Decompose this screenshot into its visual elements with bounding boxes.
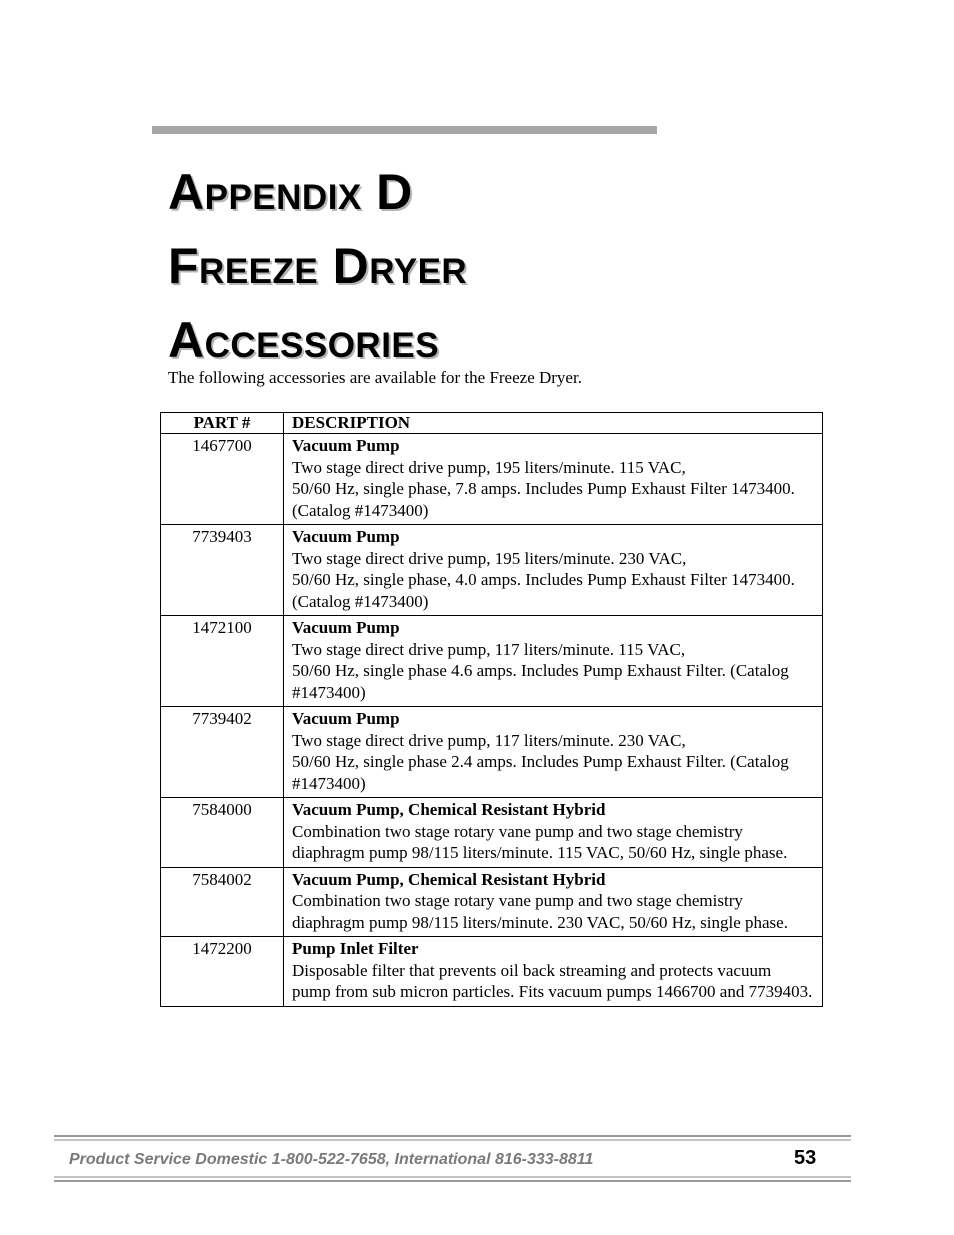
page-number: 53 (794, 1147, 817, 1169)
part-description (284, 525, 823, 616)
part-details: Combination two stage rotary vane pump and two stage chemistry diaphragm pump 98/115 liters/minute. 230 VAC, 50/60 Hz, single phase. (292, 891, 788, 932)
title-smallcaps: RYER (369, 252, 468, 291)
top-rule (152, 126, 657, 134)
part-number: 1472200 (161, 937, 284, 1007)
title-line-freeze-dryer (168, 232, 467, 306)
title-cap: A (168, 164, 205, 220)
part-name: Vacuum Pump (292, 618, 400, 637)
part-name: Pump Inlet Filter (292, 939, 419, 958)
header-part: PART # (161, 413, 284, 434)
title-line-appendix (168, 158, 467, 232)
table-row (161, 798, 823, 868)
table-row (161, 616, 823, 707)
table-row (161, 937, 823, 1007)
part-number: 7584000 (161, 798, 284, 868)
table-row (161, 434, 823, 525)
part-number: 7739403 (161, 525, 284, 616)
title-smallcaps: REEZE (199, 252, 319, 291)
part-name: Vacuum Pump (292, 709, 400, 728)
part-name: Vacuum Pump, Chemical Resistant Hybrid (292, 800, 606, 819)
page-title (168, 158, 467, 380)
part-details: Two stage direct drive pump, 117 liters/minute. 230 VAC, 50/60 Hz, single phase 2.4 amps. Includes Pump Exhaust Filter. (Catalog #1473400) (292, 730, 789, 793)
part-details: Two stage direct drive pump, 195 liters/minute. 115 VAC, 50/60 Hz, single phase, 7.8 amps. Includes Pump Exhaust Filter 1473400. (Catalog #1473400) (292, 457, 795, 520)
footer-rule (54, 1180, 851, 1182)
footer-service-text: Product Service Domestic 1-800-522-7658, International 816-333-8811 (69, 1151, 594, 1168)
part-description (284, 616, 823, 707)
table-header-row (161, 413, 823, 434)
part-details: Two stage direct drive pump, 195 liters/minute. 230 VAC, 50/60 Hz, single phase, 4.0 amps. Includes Pump Exhaust Filter 1473400. (Catalog #1473400) (292, 548, 795, 611)
part-name: Vacuum Pump (292, 436, 400, 455)
part-number: 1472100 (161, 616, 284, 707)
table-row (161, 525, 823, 616)
part-details: Two stage direct drive pump, 117 liters/minute. 115 VAC, 50/60 Hz, single phase 4.6 amps. Includes Pump Exhaust Filter. (Catalog #1473400) (292, 639, 789, 702)
title-smallcaps: CCESSORIES (204, 326, 440, 365)
footer-rule (54, 1135, 851, 1137)
footer-rule (54, 1139, 851, 1141)
part-details: Combination two stage rotary vane pump and two stage chemistry diaphragm pump 98/115 liters/minute. 115 VAC, 50/60 Hz, single phase. (292, 821, 788, 862)
part-description (284, 867, 823, 937)
table-row (161, 867, 823, 937)
intro-text: The following accessories are available for the Freeze Dryer. (168, 368, 582, 387)
part-details: Disposable filter that prevents oil back streaming and protects vacuum pump from sub micron particles. Fits vacuum pumps 1466700 and 7739403. (292, 960, 813, 1001)
part-description (284, 937, 823, 1007)
title-cap: D (332, 238, 370, 294)
part-number: 7584002 (161, 867, 284, 937)
accessories-table (160, 412, 823, 1007)
title-cap: F (168, 238, 200, 294)
header-description: DESCRIPTION (284, 413, 823, 434)
title-cap: D (376, 164, 413, 220)
title-smallcaps: PPENDIX (204, 178, 362, 217)
part-description (284, 434, 823, 525)
title-cap: A (168, 312, 205, 368)
part-number: 1467700 (161, 434, 284, 525)
footer-rule (54, 1176, 851, 1178)
part-name: Vacuum Pump (292, 527, 400, 546)
part-number: 7739402 (161, 707, 284, 798)
part-description (284, 798, 823, 868)
part-description (284, 707, 823, 798)
part-name: Vacuum Pump, Chemical Resistant Hybrid (292, 869, 606, 889)
table-row (161, 707, 823, 798)
